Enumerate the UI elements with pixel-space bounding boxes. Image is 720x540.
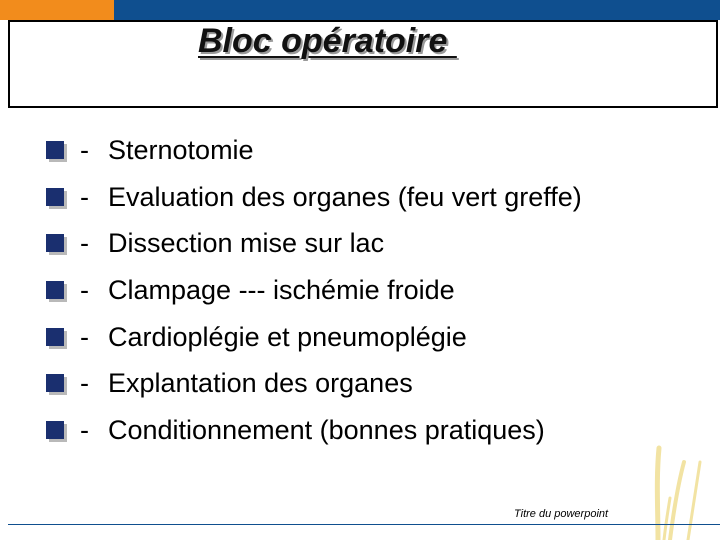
bullet-dash: - bbox=[80, 321, 89, 352]
list-item bbox=[0, 177, 720, 224]
checkbox-icon bbox=[46, 188, 64, 206]
bullet-dash: - bbox=[80, 228, 89, 259]
footer-title: Titre du powerpoint bbox=[514, 508, 609, 520]
list-item bbox=[0, 270, 720, 317]
checkbox-icon bbox=[46, 328, 64, 346]
bullet-text: Clampage --- ischémie froide bbox=[108, 275, 455, 306]
checkbox-icon bbox=[46, 234, 64, 252]
list-item bbox=[0, 317, 720, 364]
bullet-text: Dissection mise sur lac bbox=[108, 228, 385, 259]
bullet-text: Evaluation des organes (feu vert greffe) bbox=[108, 181, 582, 212]
list-item bbox=[0, 223, 720, 270]
bullet-text: Explantation des organes bbox=[108, 368, 413, 399]
wheat-decoration bbox=[640, 440, 720, 540]
bullet-text: Cardioplégie et pneumoplégie bbox=[108, 321, 467, 352]
bullet-dash: - bbox=[80, 275, 89, 306]
list-item bbox=[0, 363, 720, 410]
checkbox-icon bbox=[46, 281, 64, 299]
list-item bbox=[0, 130, 720, 177]
bullet-dash: - bbox=[80, 415, 89, 446]
bullet-dash: - bbox=[80, 135, 89, 165]
bullet-dash: - bbox=[80, 181, 89, 212]
bullet-text: Sternotomie bbox=[108, 135, 254, 165]
bullet-text: Conditionnement (bonnes pratiques) bbox=[108, 415, 545, 446]
slide-title: Bloc opératoire bbox=[198, 22, 457, 60]
bullet-dash: - bbox=[80, 368, 89, 399]
header-accent bbox=[0, 0, 114, 20]
checkbox-icon bbox=[46, 374, 64, 392]
checkbox-icon bbox=[46, 421, 64, 439]
footer-line bbox=[8, 524, 720, 525]
list-item bbox=[0, 410, 720, 457]
bullet-list bbox=[0, 130, 720, 457]
checkbox-icon bbox=[46, 141, 64, 159]
